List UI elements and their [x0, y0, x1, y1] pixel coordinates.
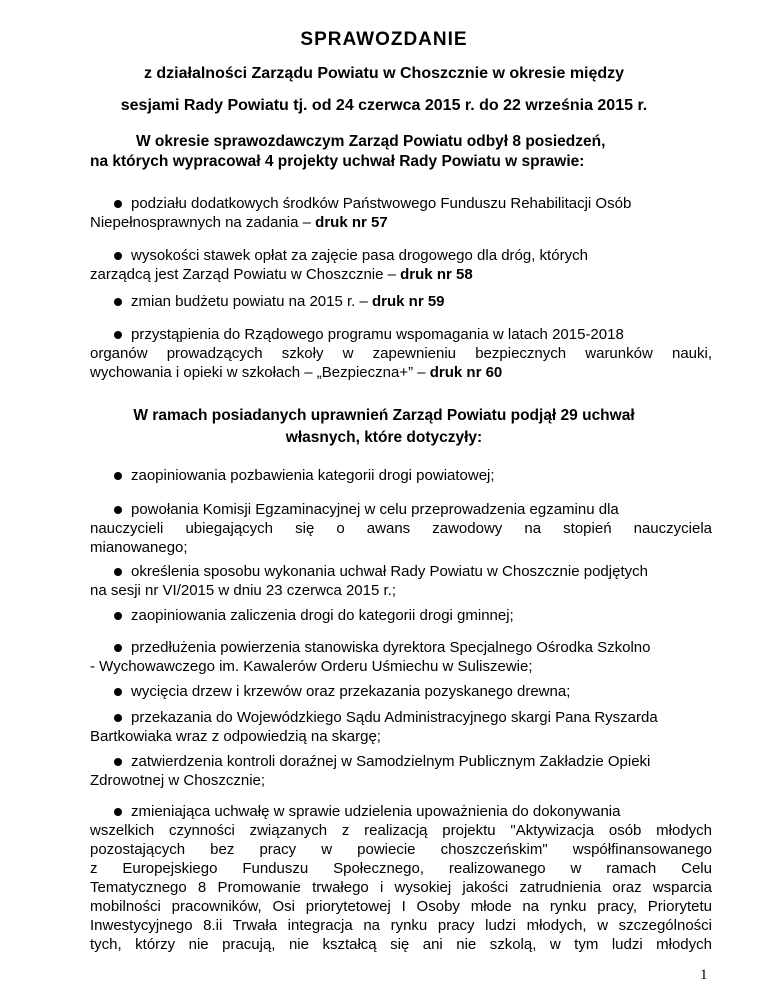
- bullet-icon: [114, 331, 122, 339]
- resolution-item: [90, 562, 712, 600]
- bullet-icon: [114, 688, 122, 696]
- item-text: zaopiniowania pozbawienia kategorii drogi powiatowej;: [131, 467, 495, 484]
- subtitle-line-2: sesjami Rady Powiatu tj. od 24 czerwca 2015 r. do 22 września 2015 r.: [120, 97, 648, 114]
- section-title-line-2: własnych, które dotyczyły:: [285, 429, 483, 446]
- resolution-item: [90, 752, 712, 790]
- item-text: określenia sposobu wykonania uchwał Rady Powiatu w Choszcznie podjętych: [131, 563, 648, 580]
- item-text: Tematycznego 8 Promowanie trwałego i wysokiej jakości zatrudnienia oraz wsparcia: [90, 879, 712, 896]
- bullet-icon: [114, 644, 122, 652]
- item-text: przystąpienia do Rządowego programu wspomagania w latach 2015-2018: [131, 326, 624, 343]
- item-text: na sesji nr VI/2015 w dniu 23 czerwca 2015 r.;: [90, 582, 397, 599]
- druk-number: druk nr 59: [372, 293, 445, 310]
- item-text: zarządcą jest Zarząd Powiatu w Choszcznie –: [90, 266, 401, 283]
- item-text: powołania Komisji Egzaminacyjnej w celu przeprowadzenia egzaminu dla: [131, 501, 619, 518]
- resolution-item: [90, 638, 712, 676]
- bullet-icon: [114, 200, 122, 208]
- druk-number: druk nr 58: [400, 266, 473, 283]
- bullet-icon: [114, 472, 122, 480]
- item-text: tych, którzy nie pracują, nie kształcą się ani nie szkolą, w tym ludzi młodych: [90, 936, 712, 953]
- druk-number: druk nr 60: [429, 364, 503, 381]
- bullet-icon: [114, 758, 122, 766]
- bullet-icon: [114, 808, 122, 816]
- subtitle-line-1: z działalności Zarządu Powiatu w Choszcznie w okresie między: [143, 65, 625, 82]
- bullet-icon: [114, 612, 122, 620]
- intro-paragraph: [90, 132, 712, 172]
- project-item: [90, 246, 712, 284]
- project-item: [90, 194, 712, 232]
- druk-number: druk nr 57: [315, 214, 388, 231]
- item-text: wszelkich czynności związanych z realizacją projektu "Aktywizacja osób młodych: [90, 822, 712, 839]
- item-text: - Wychowawczego im. Kawalerów Orderu Uśmiechu w Suliszewie;: [90, 658, 533, 675]
- item-text: zatwierdzenia kontroli doraźnej w Samodzielnym Publicznym Zakładzie Opieki: [131, 753, 651, 770]
- document-title: SPRAWOZDANIE: [300, 29, 468, 50]
- resolution-item: [90, 708, 712, 746]
- item-text: nauczycieli ubiegających się o awans zawodowy na stopień nauczyciela: [90, 520, 712, 537]
- item-text: zmieniająca uchwałę w sprawie udzielenia upoważnienia do dokonywania: [131, 803, 621, 820]
- item-text: z Europejskiego Funduszu Społecznego, realizowanego w ramach Celu: [90, 860, 712, 877]
- item-text: podziału dodatkowych środków Państwowego Funduszu Rehabilitacji Osób: [131, 195, 632, 212]
- resolution-item: [90, 500, 712, 557]
- item-text: Zdrowotnej w Choszcznie;: [90, 772, 266, 789]
- item-text: pozostających bez pracy w powiecie choszczeńskim" współfinansowanego: [90, 841, 712, 858]
- bullet-icon: [114, 252, 122, 260]
- bullet-icon: [114, 568, 122, 576]
- resolution-item: [90, 606, 712, 625]
- item-text: przedłużenia powierzenia stanowiska dyrektora Specjalnego Ośrodka Szkolno: [131, 639, 651, 656]
- item-text: wycięcia drzew i krzewów oraz przekazania pozyskanego drewna;: [131, 683, 571, 700]
- item-text: zaopiniowania zaliczenia drogi do kategorii drogi gminnej;: [131, 607, 514, 624]
- item-text: Niepełnosprawnych na zadania –: [90, 214, 316, 231]
- resolution-item: [90, 466, 712, 485]
- project-item: [90, 292, 712, 311]
- project-item: [90, 325, 712, 382]
- resolution-item: [90, 802, 712, 954]
- item-text: zmian budżetu powiatu na 2015 r. –: [131, 293, 372, 310]
- item-text: wysokości stawek opłat za zajęcie pasa drogowego dla dróg, których: [131, 247, 588, 264]
- page-number: 1: [700, 967, 708, 983]
- item-text: wychowania i opieki w szkołach – „Bezpieczna+” –: [90, 364, 430, 381]
- item-text: przekazania do Wojewódzkiego Sądu Administracyjnego skargi Pana Ryszarda: [131, 709, 658, 726]
- intro-line-1: W okresie sprawozdawczym Zarząd Powiatu odbył 8 posiedzeń,: [136, 133, 606, 150]
- intro-line-2: na których wypracował 4 projekty uchwał Rady Powiatu w sprawie:: [90, 153, 585, 170]
- resolution-item: [90, 682, 712, 701]
- section-title-line-1: W ramach posiadanych uprawnień Zarząd Powiatu podjął 29 uchwał: [133, 407, 635, 424]
- item-text: Bartkowiaka wraz z odpowiedzią na skargę;: [90, 728, 381, 745]
- item-text: mianowanego;: [90, 539, 188, 556]
- item-text: mobilności pracowników, Osi priorytetowej I Osoby młode na rynku pracy, Priorytetu: [90, 898, 712, 915]
- bullet-icon: [114, 506, 122, 514]
- item-text: Inwestycyjnego 8.ii Trwała integracja na rynku pracy ludzi młodych, w szczególności: [90, 917, 712, 934]
- bullet-icon: [114, 714, 122, 722]
- bullet-icon: [114, 298, 122, 306]
- item-text: organów prowadzących szkoły w zapewnieniu bezpiecznych warunków nauki,: [90, 345, 712, 362]
